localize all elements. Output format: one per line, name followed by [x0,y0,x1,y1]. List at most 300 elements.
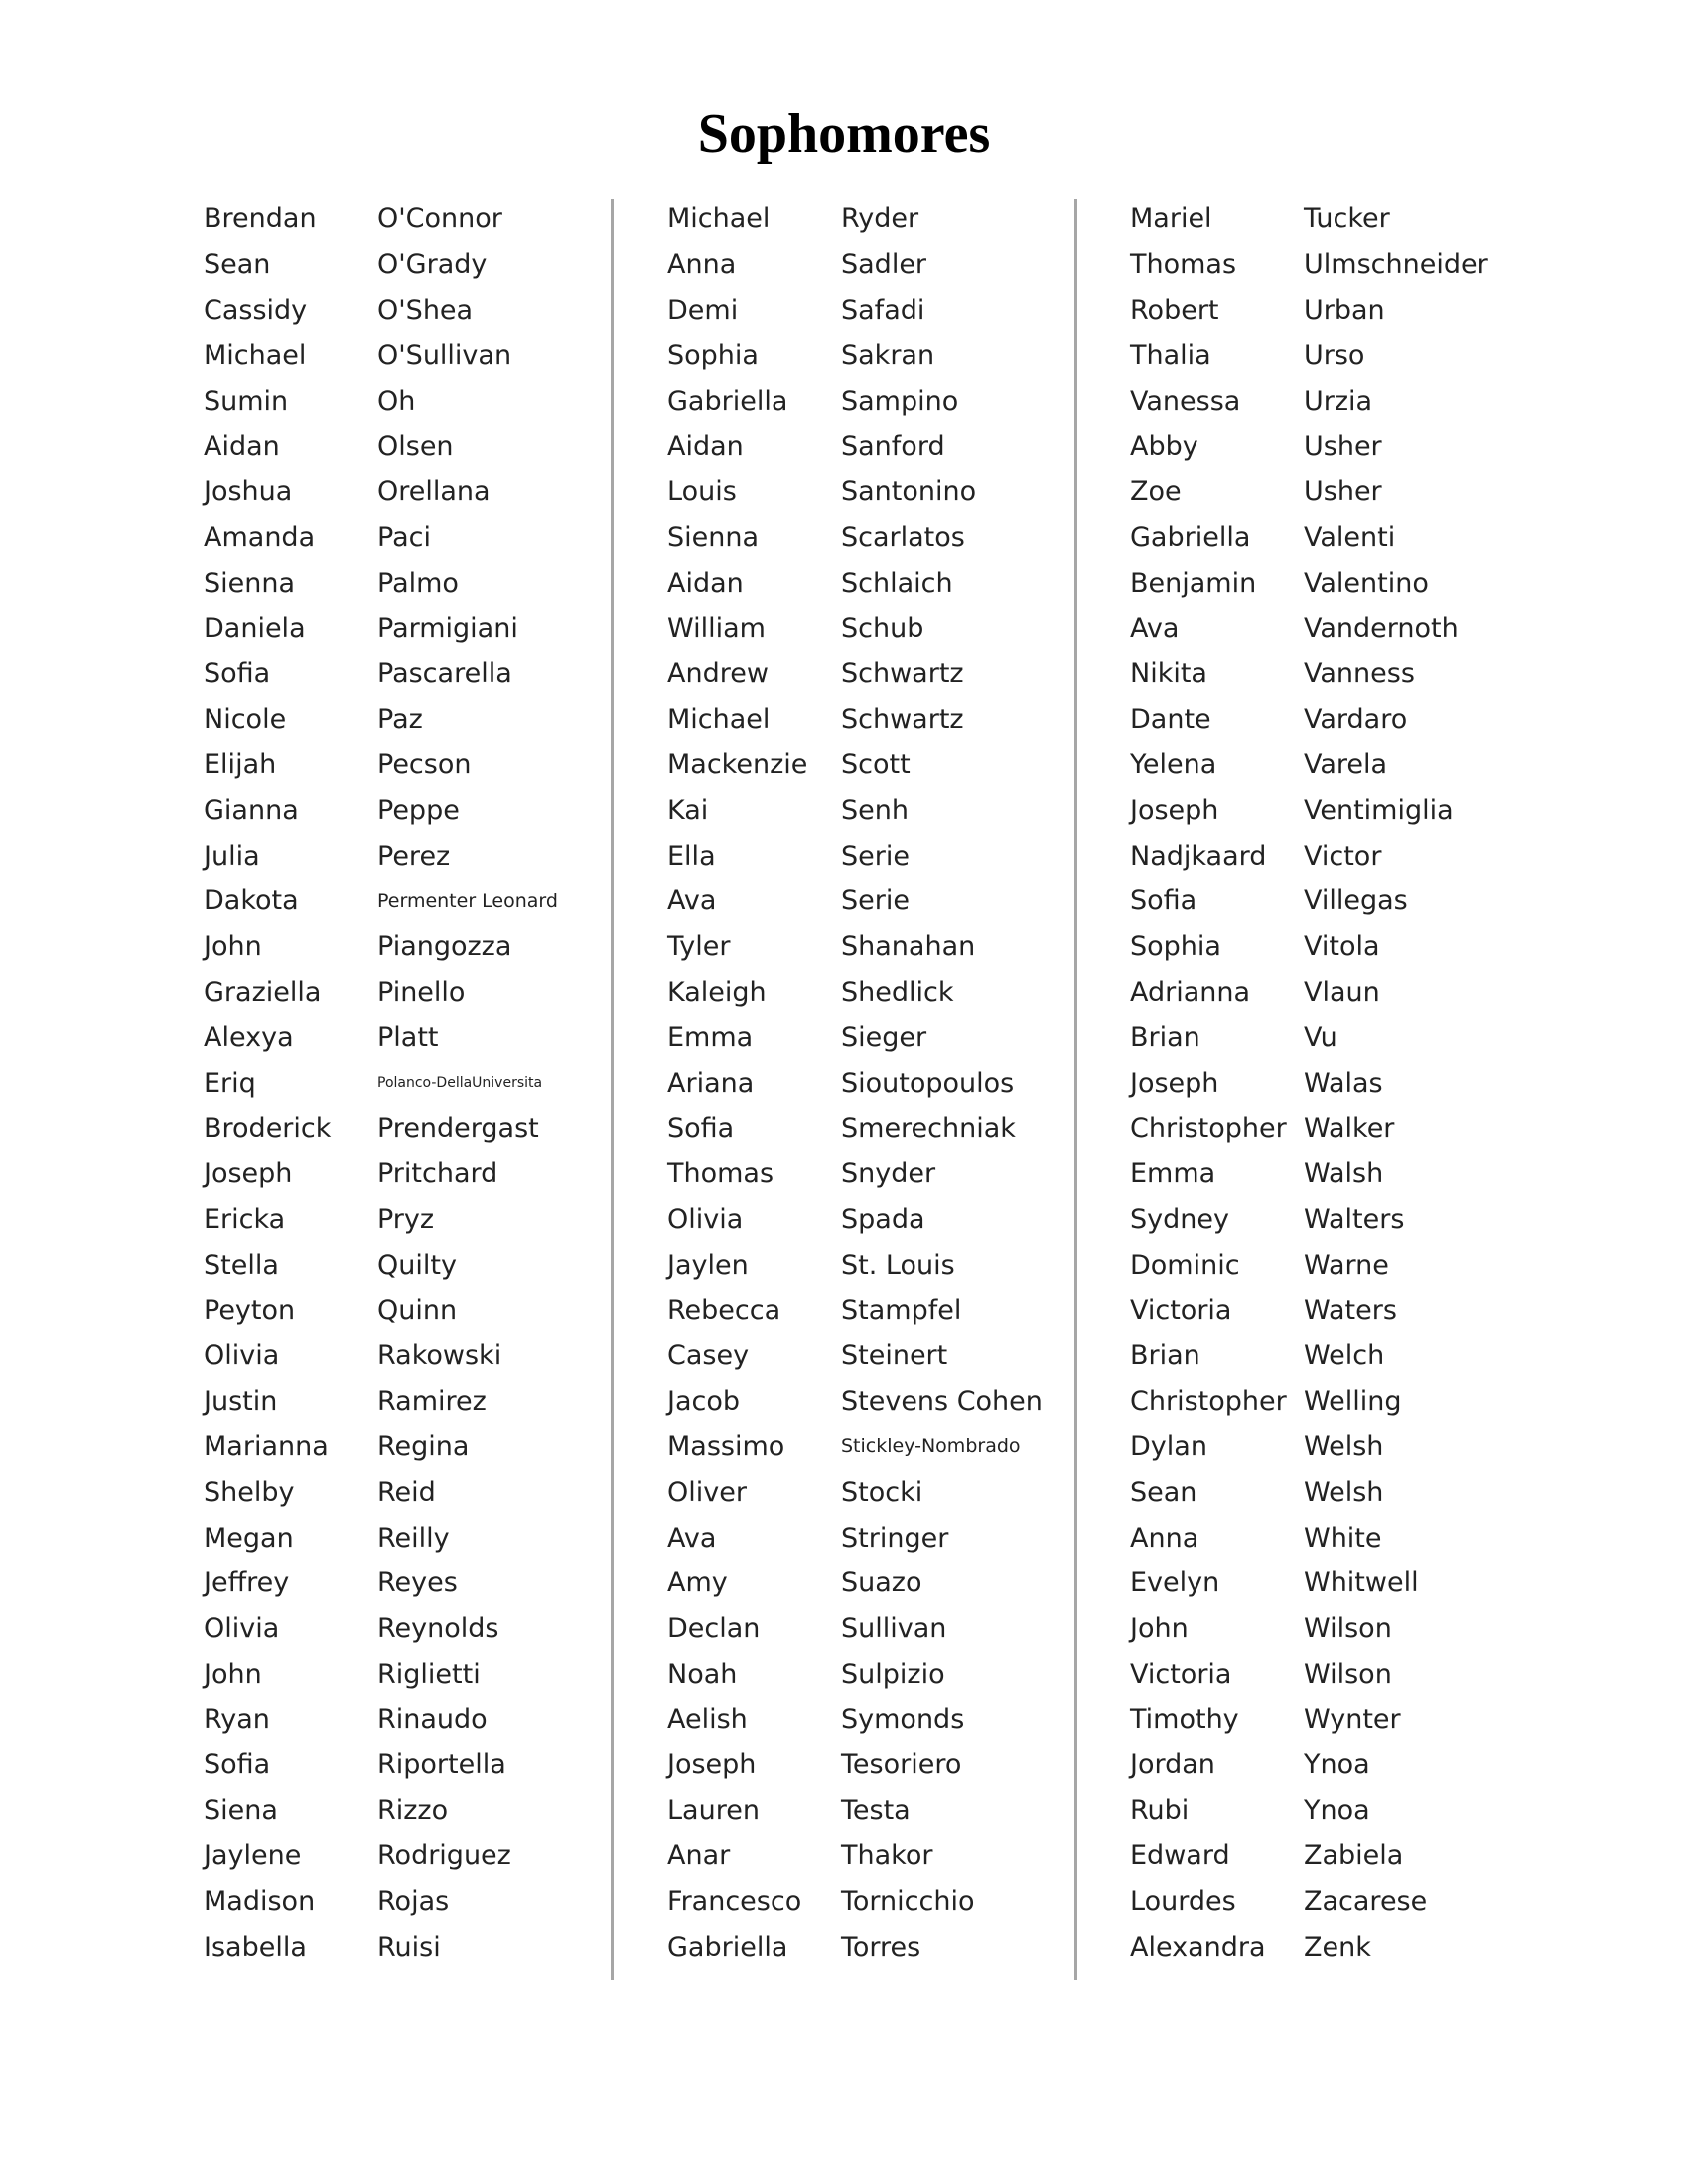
student-row [1130,787,1547,833]
first-name: Jaylen [667,1249,749,1281]
last-name: Pecson [377,749,472,780]
first-name: Graziella [204,976,322,1008]
first-name: Adrianna [1130,976,1251,1008]
last-name: Rinaudo [377,1704,488,1735]
last-name: Olsen [377,431,454,463]
student-row [667,1106,1084,1152]
student-row [1130,1242,1547,1288]
student-row [1130,1015,1547,1060]
last-name: Victor [1304,840,1382,872]
first-name: Victoria [1130,1658,1232,1690]
student-row [1130,1697,1547,1742]
student-row [204,1469,621,1515]
last-name: Vitola [1304,931,1380,963]
first-name: Mariel [1130,204,1212,235]
student-row [1130,1652,1547,1698]
last-name: Riportella [377,1749,506,1781]
student-row [667,879,1084,924]
last-name: Zenk [1304,1931,1371,1963]
student-row [1130,1152,1547,1197]
student-row [1130,1333,1547,1379]
last-name: Ryder [841,204,919,235]
first-name: Michael [667,704,771,736]
first-name: Joseph [1130,794,1219,826]
last-name: Regina [377,1431,470,1462]
student-row [204,1561,621,1606]
student-row [667,1152,1084,1197]
last-name: Sanford [841,431,945,463]
student-row [667,606,1084,651]
first-name: Thomas [1130,249,1237,281]
first-name: Michael [667,204,771,235]
last-name: Pritchard [377,1159,498,1190]
student-row [204,1697,621,1742]
first-name: Ryan [204,1704,270,1735]
page-title: Sophomores [697,103,991,165]
last-name: Schwartz [841,704,964,736]
last-name: Parmigiani [377,613,518,644]
student-row [667,1379,1084,1425]
last-name: Rojas [377,1885,450,1917]
last-name: St. Louis [841,1249,955,1281]
last-name: Wynter [1304,1704,1401,1735]
first-name: Rebecca [667,1295,781,1326]
student-row [667,378,1084,424]
last-name: Walters [1304,1203,1405,1235]
last-name: Santonino [841,477,977,508]
student-row [204,1060,621,1106]
student-row [667,833,1084,879]
student-row [1130,1834,1547,1879]
student-row [667,1561,1084,1606]
student-row [204,1106,621,1152]
last-name: Tornicchio [841,1885,975,1917]
student-row [204,1242,621,1288]
first-name: Sophia [1130,931,1221,963]
first-name: Sofia [667,1113,735,1145]
first-name: Aidan [667,431,744,463]
last-name: Rizzo [377,1795,449,1827]
student-row [1130,1742,1547,1788]
last-name: Ynoa [1304,1795,1370,1827]
student-row [204,1333,621,1379]
student-row [204,651,621,697]
first-name: Mackenzie [667,749,808,780]
last-name: Walker [1304,1113,1395,1145]
last-name: Sampino [841,385,959,417]
last-name: Tesoriero [841,1749,962,1781]
first-name: Megan [204,1522,294,1554]
first-name: Olivia [667,1203,744,1235]
first-name: Sofia [204,1749,271,1781]
student-row [1130,651,1547,697]
last-name: Wilson [1304,1658,1392,1690]
first-name: Ella [667,840,716,872]
last-name: Whitwell [1304,1568,1419,1599]
first-name: Shelby [204,1476,295,1508]
last-name: Rakowski [377,1340,502,1372]
first-name: Sean [204,249,271,281]
student-row [1130,1515,1547,1561]
first-name: Siena [204,1795,278,1827]
last-name: Pinello [377,976,466,1008]
first-name: Cassidy [204,294,308,326]
student-row [204,970,621,1016]
student-row [204,242,621,288]
student-row [204,1288,621,1333]
last-name: Wilson [1304,1613,1392,1645]
first-name: Eriq [204,1067,256,1099]
first-name: Jordan [1130,1749,1215,1781]
first-name: Olivia [204,1340,280,1372]
student-row [204,1015,621,1060]
first-name: Aidan [667,567,744,599]
student-row [1130,1197,1547,1243]
student-row [667,697,1084,743]
last-name: O'Sullivan [377,340,512,371]
first-name: Abby [1130,431,1198,463]
student-row [667,333,1084,378]
last-name: Scarlatos [841,521,965,553]
first-name: Rubi [1130,1795,1190,1827]
first-name: Sienna [204,567,296,599]
first-name: Amanda [204,521,316,553]
last-name: Stickley-Nombrado [841,1435,1021,1458]
last-name: Stevens Cohen [841,1386,1043,1418]
student-row [204,1606,621,1652]
last-name: Paci [377,521,431,553]
first-name: Alexandra [1130,1931,1266,1963]
first-name: Alexya [204,1022,294,1053]
first-name: Francesco [667,1885,802,1917]
student-row [204,924,621,970]
student-row [667,924,1084,970]
last-name: Shedlick [841,976,954,1008]
last-name: Vandernoth [1304,613,1459,644]
first-name: Louis [667,477,737,508]
last-name: Perez [377,840,451,872]
last-name: Serie [841,886,910,917]
name-column-1 [204,197,621,1970]
first-name: Jacob [667,1386,741,1418]
student-row [204,879,621,924]
student-row [1130,970,1547,1016]
student-row [667,288,1084,334]
last-name: Waters [1304,1295,1397,1326]
last-name: O'Grady [377,249,488,281]
student-row [204,1742,621,1788]
last-name: Ramirez [377,1386,487,1418]
student-row [667,1060,1084,1106]
last-name: Welch [1304,1340,1385,1372]
last-name: Orellana [377,477,491,508]
last-name: Oh [377,385,416,417]
first-name: Oliver [667,1476,747,1508]
first-name: Kai [667,794,709,826]
student-row [667,1652,1084,1698]
first-name: John [204,931,262,963]
first-name: Daniela [204,613,306,644]
first-name: Christopher [1130,1386,1287,1418]
last-name: Thakor [841,1841,933,1872]
student-row [667,1425,1084,1470]
student-row [1130,1425,1547,1470]
last-name: Warne [1304,1249,1389,1281]
first-name: Joseph [204,1159,293,1190]
student-row [667,651,1084,697]
student-row [1130,242,1547,288]
first-name: Dante [1130,704,1211,736]
last-name: Schwartz [841,658,964,690]
student-row [204,787,621,833]
first-name: Tyler [667,931,731,963]
student-row [1130,515,1547,561]
student-row [204,1788,621,1834]
first-name: Sumin [204,385,289,417]
last-name: Walsh [1304,1159,1384,1190]
student-row [667,970,1084,1016]
last-name: Ruisi [377,1931,441,1963]
student-row [204,288,621,334]
last-name: Steinert [841,1340,948,1372]
student-row [1130,470,1547,515]
last-name: O'Shea [377,294,474,326]
last-name: Piangozza [377,931,512,963]
first-name: Amy [667,1568,728,1599]
first-name: Isabella [204,1931,307,1963]
last-name: Stampfel [841,1295,962,1326]
student-row [1130,606,1547,651]
first-name: Sydney [1130,1203,1229,1235]
last-name: Schlaich [841,567,953,599]
student-row [667,1697,1084,1742]
student-row [667,743,1084,788]
last-name: Usher [1304,431,1382,463]
first-name: Joshua [204,477,293,508]
last-name: Symonds [841,1704,965,1735]
last-name: Sullivan [841,1613,947,1645]
first-name: John [204,1658,262,1690]
first-name: Ericka [204,1203,286,1235]
first-name: Madison [204,1885,316,1917]
last-name: Stocki [841,1476,923,1508]
last-name: Zacarese [1304,1885,1428,1917]
student-row [204,424,621,470]
first-name: Timothy [1130,1704,1239,1735]
student-row [1130,1106,1547,1152]
last-name: Quinn [377,1295,458,1326]
first-name: Elijah [204,749,277,780]
student-row [1130,1606,1547,1652]
last-name: Smerechniak [841,1113,1016,1145]
last-name: Prendergast [377,1113,539,1145]
last-name: Polanco-DellaUniversita [377,1075,543,1092]
first-name: Julia [204,840,260,872]
student-row [204,1924,621,1970]
last-name: Reilly [377,1522,450,1554]
student-row [667,1788,1084,1834]
first-name: Brendan [204,204,317,235]
student-row [204,1425,621,1470]
first-name: John [1130,1613,1189,1645]
student-row [1130,1561,1547,1606]
first-name: Marianna [204,1431,329,1462]
column-divider [1074,199,1077,1980]
student-row [1130,1469,1547,1515]
student-row [204,833,621,879]
first-name: Ava [667,1522,717,1554]
last-name: Sulpizio [841,1658,945,1690]
first-name: Sofia [204,658,271,690]
student-row [1130,879,1547,924]
first-name: Jaylene [204,1841,302,1872]
first-name: Dakota [204,886,299,917]
last-name: Quilty [377,1249,457,1281]
first-name: Massimo [667,1431,785,1462]
last-name: Vanness [1304,658,1415,690]
first-name: Peyton [204,1295,296,1326]
last-name: Sadler [841,249,927,281]
first-name: Lourdes [1130,1885,1236,1917]
first-name: Yelena [1130,749,1217,780]
last-name: Shanahan [841,931,976,963]
first-name: Emma [1130,1159,1216,1190]
last-name: Ulmschneider [1304,249,1488,281]
last-name: Urzia [1304,385,1373,417]
student-row [204,1152,621,1197]
last-name: Sakran [841,340,935,371]
first-name: Jeffrey [204,1568,290,1599]
student-row [1130,1288,1547,1333]
last-name: Safadi [841,294,925,326]
first-name: Brian [1130,1022,1200,1053]
last-name: Suazo [841,1568,922,1599]
first-name: Robert [1130,294,1219,326]
first-name: Ava [667,886,717,917]
column-divider [611,199,614,1980]
first-name: Sophia [667,340,759,371]
first-name: Gabriella [667,1931,788,1963]
first-name: Benjamin [1130,567,1257,599]
name-column-3 [1130,197,1547,1970]
last-name: Reid [377,1476,436,1508]
student-row [1130,833,1547,879]
last-name: Pascarella [377,658,512,690]
first-name: Dominic [1130,1249,1240,1281]
first-name: Anna [667,249,737,281]
student-row [204,1652,621,1698]
student-row [667,1333,1084,1379]
first-name: Andrew [667,658,769,690]
first-name: Kaleigh [667,976,767,1008]
last-name: Vardaro [1304,704,1408,736]
last-name: Vu [1304,1022,1337,1053]
first-name: Sofia [1130,886,1197,917]
last-name: Torres [841,1931,921,1963]
last-name: Ynoa [1304,1749,1370,1781]
student-row [1130,560,1547,606]
first-name: Nikita [1130,658,1207,690]
student-row [667,1606,1084,1652]
last-name: Permenter Leonard [377,889,558,912]
student-row [1130,1788,1547,1834]
first-name: Joseph [1130,1067,1219,1099]
student-row [204,378,621,424]
first-name: Sean [1130,1476,1197,1508]
last-name: Varela [1304,749,1388,780]
first-name: Edward [1130,1841,1230,1872]
first-name: Brian [1130,1340,1200,1372]
student-row [667,1834,1084,1879]
last-name: Urso [1304,340,1365,371]
last-name: Welsh [1304,1431,1384,1462]
last-name: Palmo [377,567,459,599]
first-name: Thomas [667,1159,774,1190]
first-name: Nicole [204,704,287,736]
student-row [204,1197,621,1243]
first-name: Aelish [667,1704,748,1735]
last-name: Reyes [377,1568,458,1599]
last-name: Senh [841,794,909,826]
first-name: Gabriella [667,385,788,417]
first-name: Justin [204,1386,278,1418]
student-row [667,560,1084,606]
first-name: Victoria [1130,1295,1232,1326]
first-name: Sienna [667,521,760,553]
student-row [204,333,621,378]
student-row [667,1742,1084,1788]
last-name: Vlaun [1304,976,1380,1008]
student-row [1130,1924,1547,1970]
last-name: Valentino [1304,567,1429,599]
student-row [204,1878,621,1924]
first-name: Aidan [204,431,280,463]
student-row [667,1015,1084,1060]
first-name: Dylan [1130,1431,1207,1462]
last-name: Snyder [841,1159,936,1190]
first-name: Christopher [1130,1113,1287,1145]
student-row [667,1469,1084,1515]
first-name: Michael [204,340,307,371]
first-name: Evelyn [1130,1568,1220,1599]
last-name: White [1304,1522,1382,1554]
student-row [667,515,1084,561]
last-name: Welling [1304,1386,1402,1418]
last-name: Tucker [1304,204,1390,235]
student-row [1130,1060,1547,1106]
student-row [1130,424,1547,470]
last-name: Ventimiglia [1304,794,1454,826]
student-row [204,606,621,651]
student-row [667,470,1084,515]
student-row [667,1242,1084,1288]
student-row [667,1197,1084,1243]
last-name: Villegas [1304,886,1408,917]
student-row [1130,1878,1547,1924]
last-name: Valenti [1304,521,1396,553]
student-row [1130,197,1547,242]
first-name: William [667,613,766,644]
last-name: Reynolds [377,1613,499,1645]
last-name: Usher [1304,477,1382,508]
student-row [667,424,1084,470]
last-name: Peppe [377,794,460,826]
first-name: Gianna [204,794,299,826]
first-name: Ariana [667,1067,755,1099]
student-row [667,787,1084,833]
student-row [1130,333,1547,378]
first-name: Nadjkaard [1130,840,1267,872]
